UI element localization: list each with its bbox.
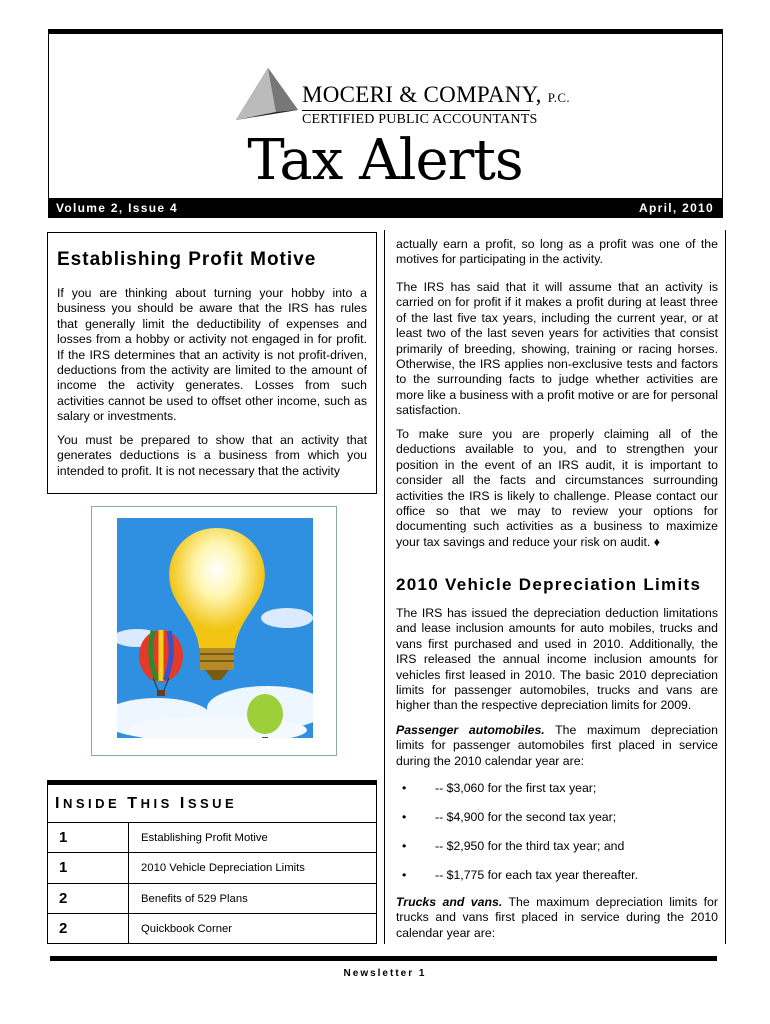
bottom-rule bbox=[50, 956, 717, 961]
bullet-item: • -- $4,900 for the second tax year; bbox=[402, 810, 617, 824]
bullet-item: • -- $1,775 for each tax year thereafter. bbox=[402, 868, 639, 882]
toc-row[interactable] bbox=[48, 913, 376, 944]
bullet-item: • -- $2,950 for the third tax year; and bbox=[402, 839, 625, 853]
toc-page-number: 2 bbox=[59, 920, 68, 937]
toc-page-number: 1 bbox=[59, 829, 68, 846]
inside-this-issue-box bbox=[47, 780, 377, 944]
inside-this-issue-title: INSIDE THIS ISSUE bbox=[55, 795, 238, 812]
article1-paragraph4: The IRS has said that it will assume that an activity is carried on for profit if it makes a profit during at least three of the last five tax years, including the current year, or at least two of the last seven years for activities that consist primarily of breeding, showing, training or racing horses. Otherwise, the IRS applies non-exclusive tests and factors to the surrounding facts to judge whether activities are more like a business with a profit motive or are for personal satisfaction. bbox=[396, 280, 718, 418]
article2-title: 2010 Vehicle Depreciation Limits bbox=[396, 575, 702, 594]
toc-row[interactable] bbox=[48, 883, 376, 914]
firm-rule bbox=[302, 110, 530, 111]
toc-row[interactable] bbox=[48, 822, 376, 853]
right-column-left-border bbox=[384, 230, 385, 944]
article1-paragraph5: To make sure you are properly claiming all of the deductions available to you, and to strengthen your position in the event of an IRS audit, it is important to consider all the facts and circumstances surrounding activities the IRS is likely to challenge. Please contact our office so that we may to review your options for documenting such activities as a business to maximize your tax savings and reduce your risk on audit. ♦ bbox=[396, 427, 718, 549]
toc-row[interactable] bbox=[48, 852, 376, 883]
toc-page-number: 2 bbox=[59, 890, 68, 907]
toc-entry: Establishing Profit Motive bbox=[141, 832, 268, 844]
volume-issue: Volume 2, Issue 4 bbox=[56, 201, 178, 215]
lightbulb-balloon-illustration bbox=[117, 518, 313, 738]
article1-paragraph3: actually earn a profit, so long as a profit was one of the motives for participating in the activity. bbox=[396, 237, 718, 267]
top-rule bbox=[48, 29, 723, 34]
toc-page-number: 1 bbox=[59, 859, 68, 876]
right-column-right-border bbox=[725, 230, 726, 944]
article2-paragraph2: Passenger automobiles. The maximum depreciation limits for passenger automobiles first placed in service during the 2010 calendar year are: bbox=[396, 723, 718, 768]
article1-paragraph1: If you are thinking about turning your hobby into a business you should be aware that the IRS has rules that generally limit the deductibility of expenses and losses from a hobby or activity not engaged in for profit. If the IRS determines that an activity is not profit-driven, deductions from the activity are limited to the amount of income the activity generates. Losses from such activities cannot be used to offset other income, such as salary or investments. bbox=[57, 286, 367, 424]
toc-entry: 2010 Vehicle Depreciation Limits bbox=[141, 862, 305, 874]
masthead-title: Tax Alerts bbox=[247, 128, 523, 193]
bullet-item: • -- $3,060 for the first tax year; bbox=[402, 781, 597, 795]
firm-subtitle: CERTIFIED PUBLIC ACCOUNTANTS bbox=[302, 112, 538, 127]
article2-paragraph1: The IRS has issued the depreciation deduction limitations and lease inclusion amounts for auto mobiles, trucks and vans first purchased and used in 2010. Additionally, the IRS released the annual income inclusion amounts for vehicles first leased in 2010. The basic 2010 depreciation limits for passenger automobiles, trucks and vans are higher than the respective depreciation limits for 2009. bbox=[396, 606, 718, 713]
issue-date: April, 2010 bbox=[639, 201, 714, 215]
firm-logo-icon bbox=[232, 66, 302, 122]
firm-name: MOCERI & COMPANY, P.C. bbox=[302, 82, 570, 107]
page-footer: Newsletter 1 bbox=[343, 968, 427, 979]
toc-entry: Benefits of 529 Plans bbox=[141, 893, 248, 905]
article2-paragraph3: Trucks and vans. The maximum depreciation limits for trucks and vans first placed in service during the 2010 calendar year are: bbox=[396, 895, 718, 940]
article1-paragraph2: You must be prepared to show that an activity that generates deductions is a business from which you intended to profit. It is not necessary that the activity bbox=[57, 433, 367, 478]
volume-bar bbox=[48, 198, 723, 218]
article1-title: Establishing Profit Motive bbox=[57, 249, 317, 270]
toc-entry: Quickbook Corner bbox=[141, 923, 233, 935]
